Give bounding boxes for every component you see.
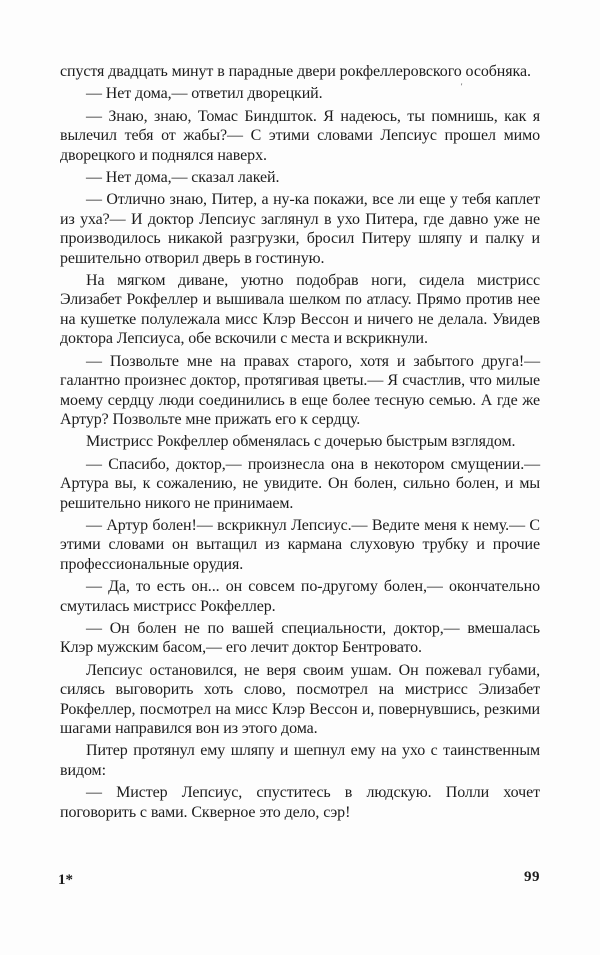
print-speck: ': [461, 82, 463, 91]
paragraph: спустя двадцать минут в парадные двери рокфеллеровского особняка.: [60, 63, 531, 80]
printer-signature-mark: 1*: [58, 872, 73, 888]
paragraph: Мистрисс Рокфеллер обменялась с дочерью быстрым взглядом.: [86, 433, 516, 451]
paragraph: — Позвольте мне на правах старого, хотя и забытого друга!— галантно произнес доктор, протягивая цветы.— Я счастлив, что милые моему сердцу люди соединились в еще более тесную семью. А где же Артур? Позвольте мне прижать его к сердцу.: [60, 352, 540, 428]
paragraph: — Отлично знаю, Питер, а ну-ка покажи, все ли еще у тебя каплет из уха?— И доктор Лепсиус заглянул в ухо Питера, где давно уже не производилось никакой разгрузки, бросил Питеру шляпу и палку и решительно отворил дверь в гостиную.: [60, 191, 540, 267]
paragraph: — Артур болен!— вскрикнул Лепсиус.— Ведите меня к нему.— С этими словами он вытащил из кармана слуховую трубку и прочие профессиональные орудия.: [60, 516, 540, 573]
paragraph: На мягком диване, уютно подобрав ноги, сидела мистрисс Элизабет Рокфеллер и вышивала шелком по атласу. Прямо против нее на кушетке полулежала мисс Клэр Вессон и ничего не делала. Увидев доктора Лепсиуса, обе вскочили с места и вскрикнули.: [60, 272, 540, 348]
paragraph: — Нет дома,— сказал лакей.: [86, 169, 280, 187]
paragraph: — Спасибо, доктор,— произнесла она в некотором смущении.— Артура вы, к сожалению, не увидите. Он болен, сильно болен, и мы решительно никого не принимаем.: [60, 455, 540, 512]
paragraph: Лепсиус остановился, не веря своим ушам. Он пожевал губами, силясь выговорить хоть слово, посмотрел на мистрисс Элизабет Рокфеллер, посмотрел на мисс Клэр Вессон и, повернувшись, резкими шагами направился вон из этого дома.: [60, 661, 540, 737]
page-number: 99: [524, 869, 540, 885]
paragraph: — Мистер Лепсиус, спуститесь в людскую. Полли хочет поговорить с вами. Скверное это дело, сэр!: [60, 784, 540, 821]
body-text: [60, 62, 540, 825]
paragraph: — Нет дома,— ответил дворецкий.: [86, 85, 323, 103]
paragraph: — Да, то есть он... он совсем по-другому болен,— окончательно смутилась мистрисс Рокфеллер.: [60, 578, 540, 615]
paragraph: Питер протянул ему шляпу и шепнул ему на ухо с таинственным видом:: [60, 742, 540, 779]
paragraph: — Знаю, знаю, Томас Биндшток. Я надеюсь, ты помнишь, как я вылечил тебя от жабы?— С этими словами Лепсиус прошел мимо дворецкого и поднялся наверх.: [60, 107, 540, 164]
paragraph: — Он болен не по вашей специальности, доктор,— вмешалась Клэр мужским басом,— его лечит доктор Бентровато.: [60, 619, 540, 657]
